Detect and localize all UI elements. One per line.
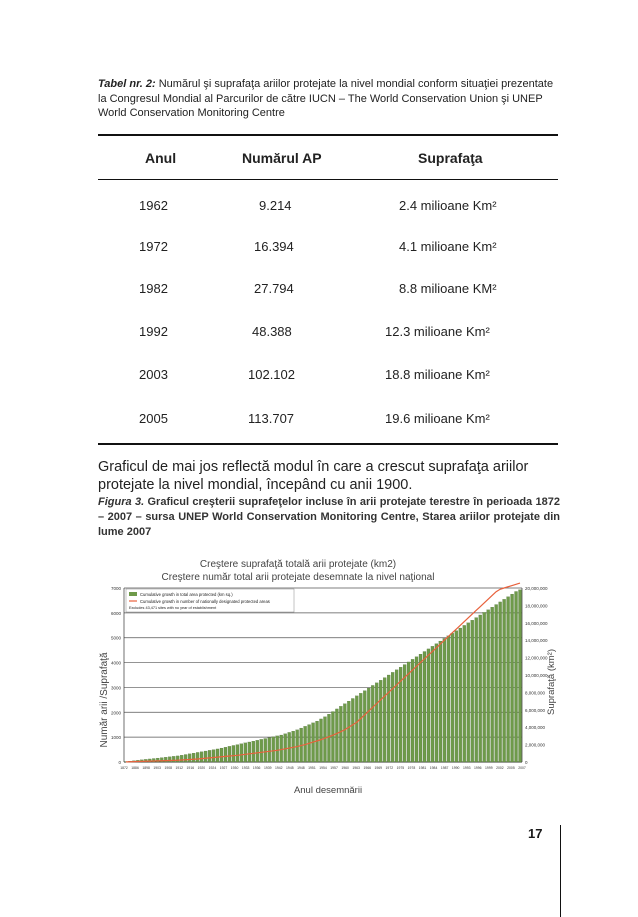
bar	[276, 736, 279, 762]
bar	[407, 662, 410, 762]
x-tick-label: 1898	[142, 766, 150, 770]
x-tick-label: 2002	[496, 766, 504, 770]
figure-caption-text: Graficul creşterii suprafeţelor incluse în arii protejate terestre în perioada 1872 – 2007 – sursa UNEP World Conservation Monitoring Centre, Starea ariilor protejate din lume 2007	[98, 496, 560, 538]
table-top-rule	[98, 134, 558, 136]
bar	[443, 638, 446, 762]
bar	[339, 706, 342, 762]
bar	[216, 749, 219, 762]
bar	[411, 659, 414, 762]
x-tick-label: 1916	[186, 766, 195, 770]
table-cell: 102.102	[248, 367, 295, 382]
x-tick-label: 1908	[164, 766, 172, 770]
chart-xlabel: Anul desemnării	[293, 785, 363, 796]
table-cell: 4.1 milioane Km²	[399, 239, 497, 254]
bar	[491, 607, 494, 762]
y2-tick-label: 18,000,000	[525, 603, 548, 609]
bar	[471, 620, 474, 762]
figure-caption-lead: Figura 3.	[98, 496, 145, 508]
table-caption-text: Numărul şi suprafaţa ariilor protejate la nivel mondial conform situaţiei prezentate la Congresul Mondial al Parcurilor de către IUCN – The World Conservation Union şi UNEP World Conservation Monitoring Centre	[98, 78, 554, 119]
y-tick-label: 1000	[110, 735, 121, 741]
x-tick-label: 1990	[451, 766, 460, 770]
table-cell: 1982	[139, 281, 168, 296]
table-cell: 2.4 milioane Km²	[399, 198, 497, 213]
bar	[423, 652, 426, 762]
bar	[351, 698, 354, 762]
bar	[335, 709, 338, 762]
x-tick-label: 1927	[219, 766, 228, 770]
bar	[260, 739, 263, 762]
table-caption	[98, 77, 560, 121]
x-tick-label: 1963	[352, 766, 360, 770]
bar	[387, 675, 390, 762]
y2-tick-label: 8,000,000	[525, 690, 546, 696]
bar	[371, 685, 374, 762]
y-tick-label: 6000	[110, 610, 121, 616]
bar	[475, 618, 478, 762]
bar	[228, 746, 231, 762]
bar	[459, 628, 462, 762]
chart-y2label: Suprafaţă (km²)	[546, 649, 557, 715]
bar	[256, 740, 259, 762]
bar	[451, 633, 454, 762]
legend-note: Excludes 43,471 sites with no year of establishment	[129, 606, 217, 610]
bar	[288, 732, 291, 762]
chart-grid	[124, 588, 522, 762]
y2-tick-label: 16,000,000	[525, 620, 548, 626]
bar	[515, 591, 518, 762]
bar	[220, 748, 223, 762]
x-tick-label: 1912	[175, 766, 184, 770]
y2-tick-label: 10,000,000	[525, 673, 548, 678]
x-tick-label: 1966	[363, 766, 371, 770]
y-tick-label: 0	[118, 760, 121, 765]
x-tick-label: 1936	[252, 766, 261, 770]
y2-tick-label: 4,000,000	[525, 725, 546, 731]
x-tick-label: 1948	[297, 766, 305, 770]
legend-swatch-area	[129, 592, 137, 596]
y-tick-label: 4000	[110, 660, 121, 666]
bar	[483, 612, 486, 762]
y-tick-label: 3000	[110, 685, 121, 691]
table-cell: 48.388	[252, 324, 292, 339]
bar	[415, 657, 418, 762]
bar	[200, 752, 203, 762]
x-tick-label: 1999	[485, 766, 493, 770]
x-tick-label: 2005	[507, 766, 515, 770]
x-tick-label: 1975	[396, 766, 405, 770]
header-count: Numărul AP	[242, 150, 322, 166]
body-paragraph: Graficul de mai jos reflectă modul în care a crescut suprafaţa ariilor protejate la nivel mondial, începând cu anii 1900.	[98, 459, 529, 493]
bar	[196, 752, 199, 762]
legend-label-area: Cumulative growth in total area protected (km sq.)	[140, 592, 233, 597]
bar	[268, 738, 271, 762]
y-tick-label: 2000	[110, 710, 121, 716]
bar	[244, 743, 247, 762]
bar	[355, 696, 358, 762]
header-rule	[98, 179, 558, 180]
bar	[511, 594, 514, 762]
x-tick-label: 1920	[197, 766, 206, 770]
header-year: Anul	[145, 150, 177, 166]
chart-ylabel: Număr arii /Suprafaţă	[99, 652, 110, 748]
y2-tick-label: 6,000,000	[525, 707, 546, 713]
bar	[419, 654, 422, 762]
bar	[212, 750, 215, 762]
bar	[264, 739, 267, 762]
table-cell: 1992	[139, 324, 168, 339]
y2-tick-label: 14,000,000	[525, 638, 548, 644]
bar	[252, 741, 255, 762]
bar	[240, 744, 243, 762]
y-tick-label: 7000	[110, 586, 121, 591]
bar	[248, 742, 251, 762]
chart-bars	[124, 590, 521, 762]
table-cell: 2003	[139, 367, 168, 382]
growth-chart	[98, 550, 558, 800]
bar	[343, 704, 346, 762]
bar	[272, 737, 275, 762]
y2-tick-label: 12,000,000	[525, 655, 548, 661]
x-tick-label: 1969	[374, 766, 383, 770]
bar	[467, 623, 470, 762]
bar	[224, 747, 227, 762]
bar	[323, 717, 326, 762]
bar	[427, 649, 430, 762]
chart-title: Creştere suprafaţă totală arii protejate (km2)	[199, 559, 397, 570]
bar	[284, 734, 287, 762]
table-cell: 113.707	[248, 411, 295, 426]
table-cell: 1962	[139, 198, 168, 213]
x-tick-label: 1981	[418, 766, 427, 770]
x-tick-label: 1924	[208, 766, 217, 770]
bar	[176, 756, 179, 762]
y2-tick-label: 0	[525, 760, 528, 765]
table-cell: 8.8 milioane KM²	[399, 281, 497, 296]
bar	[188, 754, 191, 762]
table-cell: 16.394	[254, 239, 294, 254]
x-tick-label: 1993	[462, 766, 471, 770]
table-cell: 18.8 milioane Km²	[385, 367, 490, 382]
bar	[518, 590, 521, 762]
header-area: Suprafaţa	[418, 150, 483, 166]
legend-label-count: Cumulative growth in number of nationally designated protected areas	[140, 599, 270, 604]
x-tick-label: 1978	[407, 766, 416, 770]
table-cell: 9.214	[259, 198, 292, 213]
bar	[383, 678, 386, 762]
bar	[280, 735, 283, 762]
bar	[192, 753, 195, 762]
bar	[391, 672, 394, 762]
bar	[208, 750, 211, 762]
bar	[439, 641, 442, 762]
x-tick-label: 1872	[120, 766, 128, 770]
bar	[232, 745, 235, 762]
x-tick-label: 1972	[385, 766, 394, 770]
table-cell: 19.6 milioane Km²	[385, 411, 490, 426]
bar	[479, 615, 482, 762]
bar	[503, 599, 506, 762]
bar	[168, 757, 171, 762]
bar	[447, 636, 450, 762]
x-tick-label: 1942	[275, 766, 283, 770]
bar	[184, 755, 187, 762]
table-cell: 1972	[139, 239, 168, 254]
bar	[375, 683, 378, 762]
bar	[431, 646, 434, 762]
page-number-rule	[560, 825, 561, 917]
bar	[359, 693, 362, 762]
bar	[363, 691, 366, 762]
table-cell: 2005	[139, 411, 168, 426]
table-caption-lead: Tabel nr. 2:	[98, 78, 156, 90]
x-tick-label: 1951	[308, 766, 316, 770]
bar	[495, 605, 498, 762]
x-tick-label: 1945	[286, 766, 294, 770]
bar	[499, 602, 502, 762]
bar	[435, 644, 438, 762]
y2-tick-label: 2,000,000	[525, 742, 546, 748]
table-bottom-rule	[98, 443, 558, 445]
figure-caption	[98, 495, 560, 540]
x-tick-label: 1933	[241, 766, 250, 770]
x-tick-label: 1987	[440, 766, 449, 770]
y-tick-label: 5000	[110, 635, 121, 641]
bar	[331, 712, 334, 762]
x-tick-label: 1939	[263, 766, 272, 770]
x-tick-label: 1886	[131, 766, 139, 770]
x-tick-label: 2007	[518, 766, 526, 770]
bar	[172, 756, 175, 762]
chart-svg	[98, 550, 558, 800]
y2-tick-label: 20,000,000	[525, 586, 548, 591]
x-tick-label: 1957	[330, 766, 338, 770]
x-tick-label: 1996	[474, 766, 482, 770]
bar	[236, 745, 239, 762]
x-tick-label: 1954	[319, 766, 327, 770]
x-tick-label: 1984	[429, 766, 438, 770]
x-tick-label: 1930	[230, 766, 239, 770]
bar	[367, 688, 370, 762]
bar	[507, 597, 510, 762]
bar	[487, 610, 490, 762]
chart-legend	[126, 589, 294, 612]
bar	[379, 680, 382, 762]
bar	[347, 701, 350, 762]
table-cell: 27.794	[254, 281, 294, 296]
bar	[180, 755, 183, 762]
table-cell: 12.3 milioane Km²	[385, 324, 490, 339]
bar	[204, 751, 207, 762]
chart-subtitle: Creştere număr total arii protejate desemnate la nivel naţional	[161, 572, 435, 583]
x-tick-label: 1903	[153, 766, 161, 770]
bar	[463, 625, 466, 762]
bar	[327, 714, 330, 762]
bar	[455, 631, 458, 762]
page-number: 17	[528, 826, 543, 841]
x-tick-label: 1960	[341, 766, 349, 770]
bar	[164, 757, 167, 762]
